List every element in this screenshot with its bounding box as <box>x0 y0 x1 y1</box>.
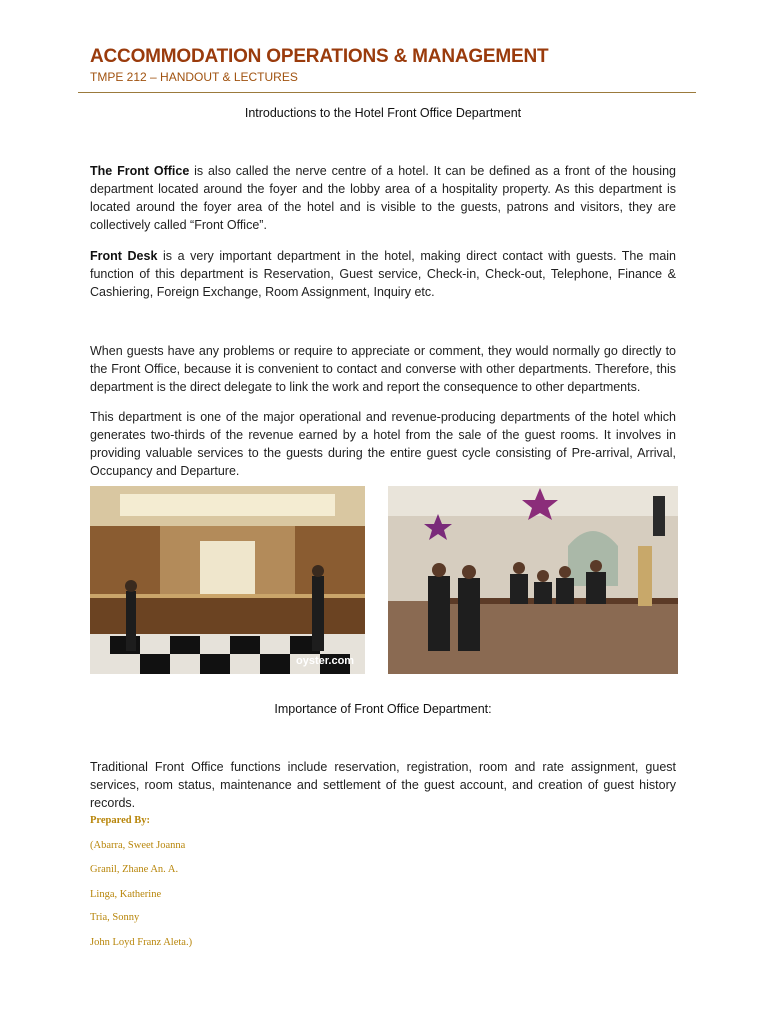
section-heading-importance: Importance of Front Office Department: <box>274 702 492 716</box>
paragraph-front-office-text: is also called the nerve centre of a hotel. It can be defined as a front of the housing department located around the foyer and the lobby area of a hospitality property. As this department is located around the foyer area of the hotel and is visible to the guests, patrons and visitors, they are collectively called “Front Office”. <box>90 164 676 232</box>
paragraph-front-office <box>90 162 676 234</box>
credits-title: Prepared By: <box>90 815 150 826</box>
document-subtitle: TMPE 212 – HANDOUT & LECTURES <box>90 70 298 84</box>
term-front-desk: Front Desk <box>90 249 158 263</box>
header-divider <box>78 92 696 93</box>
oyster-watermark: oyster.com <box>296 655 355 667</box>
section-heading-introduction: Introductions to the Hotel Front Office Department <box>244 106 522 120</box>
paragraph-guest-contact: When guests have any problems or require to appreciate or comment, they would normally go directly to the Front Office, because it is convenient to contact and converse with other departments. Therefore, this department is the direct delegate to link the work and report the consequence to other departments. <box>90 344 676 394</box>
term-front-office: The Front Office <box>90 164 190 178</box>
document-title: ACCOMMODATION OPERATIONS & MANAGEMENT <box>90 46 549 67</box>
credit-name: John Loyd Franz Aleta.) <box>90 937 193 948</box>
lobby-photo <box>90 486 365 674</box>
credit-name: Granil, Zhane An. A. <box>90 864 179 875</box>
paragraph-front-desk-text: is a very important department in the hotel, making direct contact with guests. The main function of this department is Reservation, Guest service, Check-in, Check-out, Telephone, Finance & Cashiering, Foreign Exchange, Room Assignment, Inquiry etc. <box>90 249 677 299</box>
credit-name: Tria, Sonny <box>90 912 140 923</box>
credit-name: (Abarra, Sweet Joanna <box>90 840 186 851</box>
paragraph-traditional-functions: Traditional Front Office functions include reservation, registration, room and rate assignment, guest services, room status, maintenance and settlement of the guest account, and creation of guest history records. <box>90 760 676 810</box>
credit-name: Linga, Katherine <box>90 889 162 900</box>
paragraph-front-desk <box>90 247 676 301</box>
front-desk-staff-photo <box>388 486 678 674</box>
paragraph-revenue: This department is one of the major operational and revenue-producing departments of the hotel which generates two-thirds of the revenue earned by a hotel from the sale of the guest rooms. It involves in providing valuable services to the guests during the entire guest cycle consisting of Pre-arrival, Arrival, Occupancy and Departure. <box>90 410 676 478</box>
